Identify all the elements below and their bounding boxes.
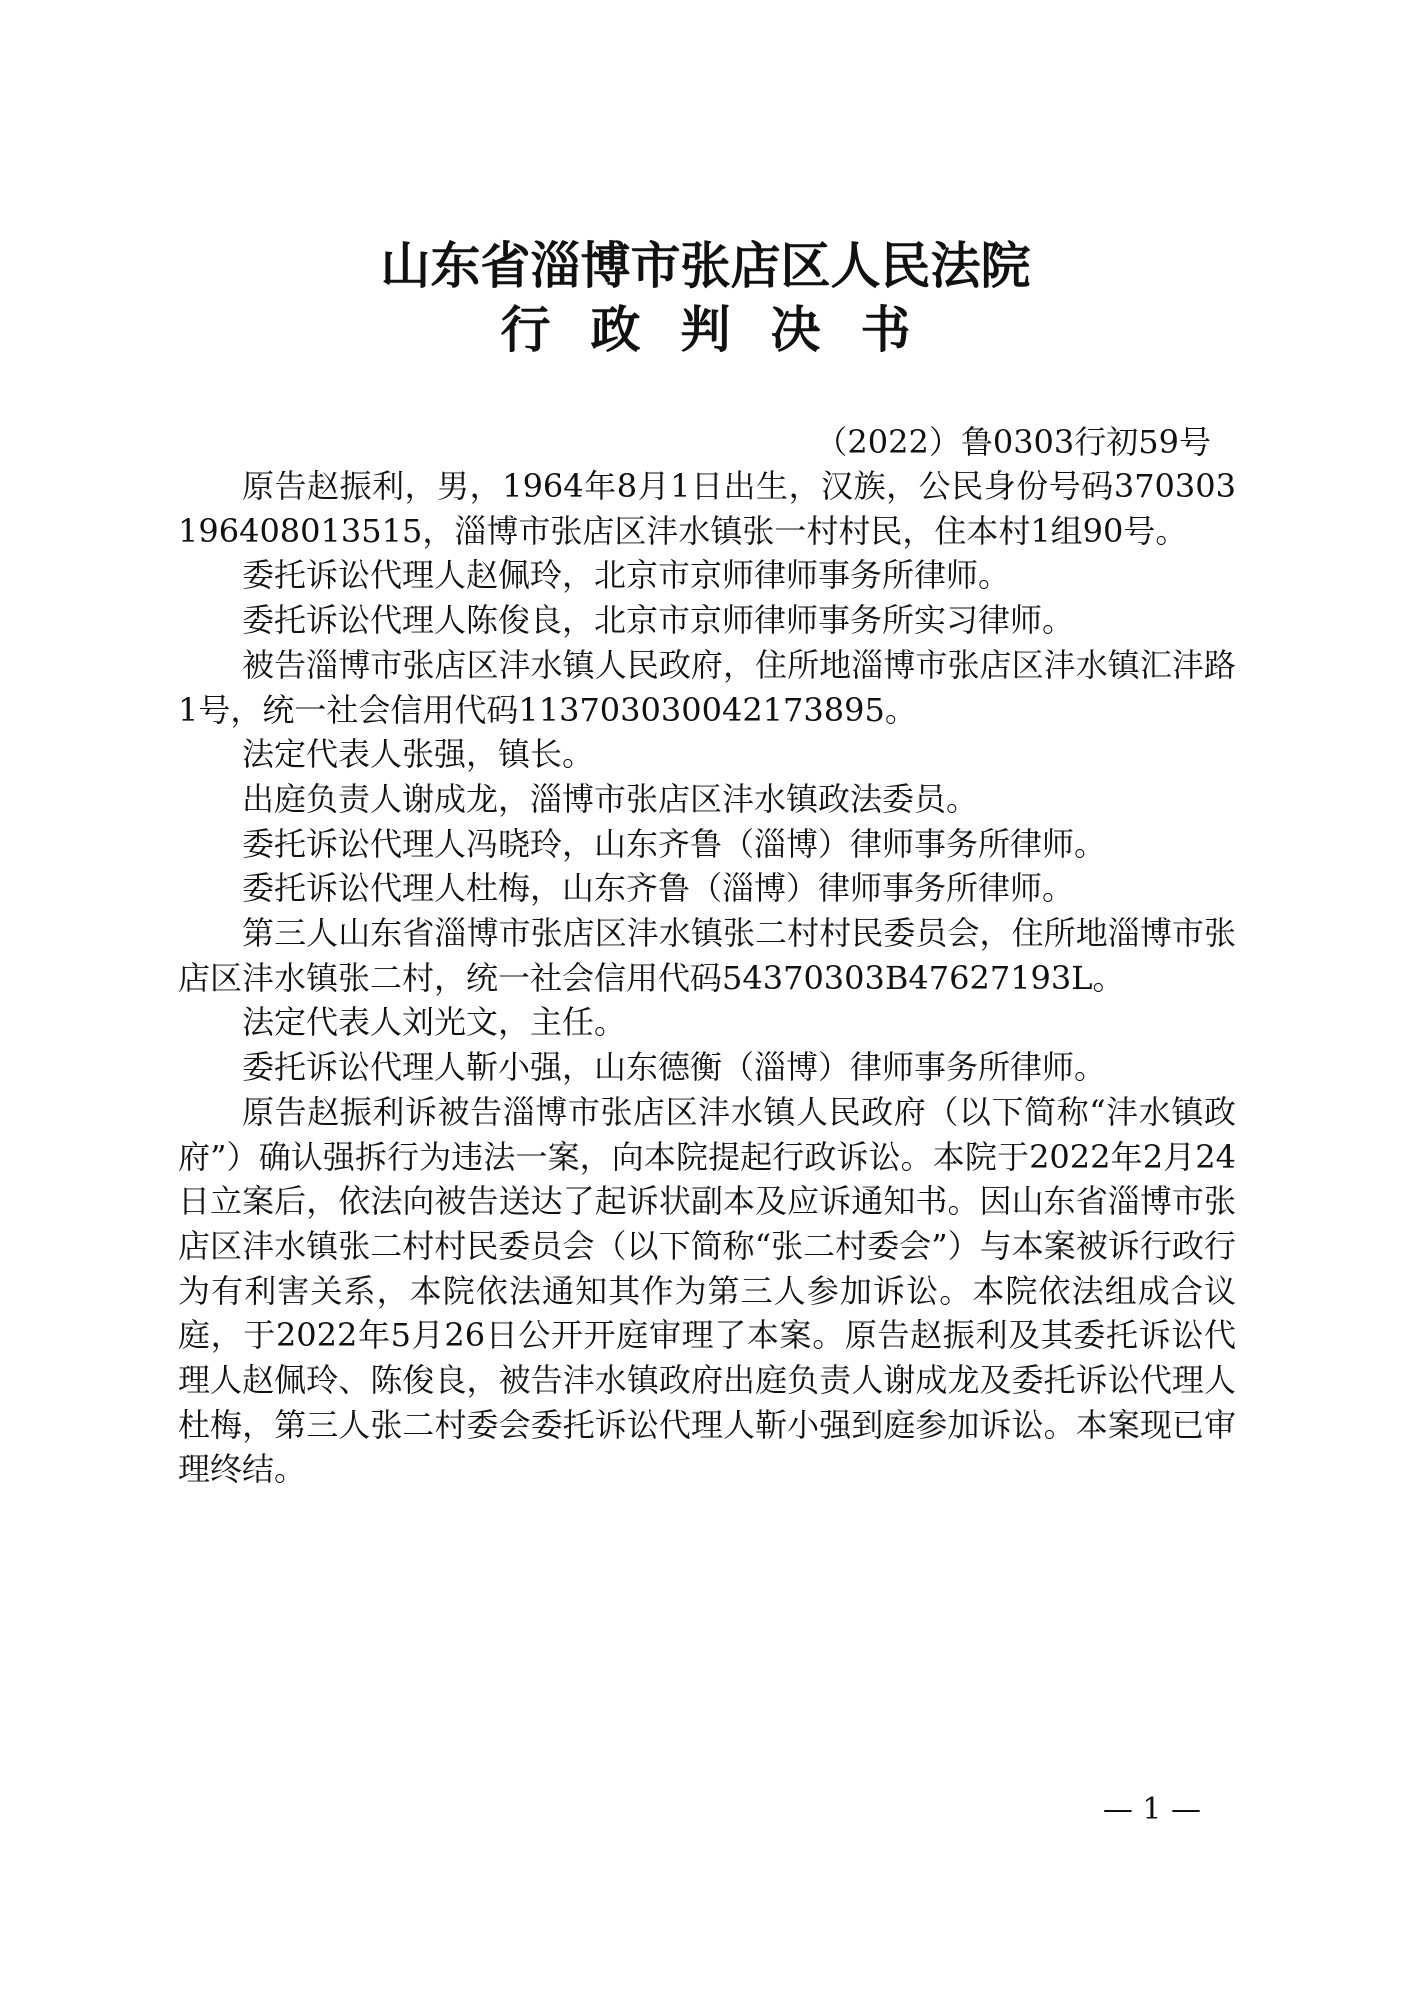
paragraph-third-party-agent: 委托诉讼代理人靳小强，山东德衡（淄博）律师事务所律师。 (242, 1048, 1107, 1087)
court-name: 山东省淄博市张店区人民法院 (380, 236, 1031, 295)
paragraph-defendant: 被告淄博市张店区沣水镇人民政府，住所地淄博市张店区沣水镇汇沣路1号，统一社会信用代码11370303004217389​5。 (178, 645, 1236, 729)
paragraph-plaintiff-agent-1: 委托诉讼代理人赵佩玲，北京市京师律师事务所律师。 (242, 556, 1011, 595)
paragraph-third-party-representative: 法定代表人刘光文，主任。 (242, 1003, 627, 1042)
document-body (178, 464, 1236, 1492)
document-type: 行政判决书 (500, 300, 951, 359)
paragraph-case-summary: 原告赵振利诉被告淄博市张店区沣水镇人民政府（以下简称“沣水镇政府”）确认强拆行为违法一案，向本院提起行政诉讼。本院于2022年2月24日立案后，依法向被告送达了起诉状副本及应诉通知书。因山东省淄博市张店区沣水镇张二村村民委员会（以下简称“张二村委会”）与本案被诉行政行为有利害关系，本院依法通知其作为第三人参加诉讼。本院依法组成合议庭，于2022年5月26日公开开庭审理了本案。原告赵振利及其委托诉讼代理人赵佩玲、陈俊良，被告沣水镇政府出庭负责人谢成龙及委托诉讼代理人杜梅，第三人张二村委会委托诉讼代理人靳小强到庭参加诉讼。本案现已审理终结。 (178, 1092, 1236, 1489)
paragraph-plaintiff: 原告赵振利，男，1964年8月1日出生，汉族，公民身份号码370303196408013515，淄博市张店区沣水镇张一村村民，住本村1组90号。 (178, 467, 1236, 550)
paragraph-third-party: 第三人山东省淄博市张店区沣水镇张二村村民委员会，住所地淄博市张店区沣水镇张二村，统一社会信用代码54370303B47627193L。 (178, 914, 1236, 997)
case-number: （2022）鲁0303行初59号 (815, 423, 1211, 461)
paragraph-defendant-responsible-person: 出庭负责人谢成龙，淄博市张店区沣水镇政法委员。 (242, 779, 979, 818)
page-number: — 1 — (1102, 1792, 1201, 1827)
paragraph-plaintiff-agent-2: 委托诉讼代理人陈俊良，北京市京师律师事务所实习律师。 (242, 601, 1075, 640)
paragraph-defendant-agent-1: 委托诉讼代理人冯晓玲，山东齐鲁（淄博）律师事务所律师。 (242, 824, 1107, 863)
paragraph-defendant-representative: 法定代表人张强，镇长。 (242, 735, 595, 774)
paragraph-defendant-agent-2: 委托诉讼代理人杜梅，山东齐鲁（淄博）律师事务所律师。 (242, 869, 1075, 908)
